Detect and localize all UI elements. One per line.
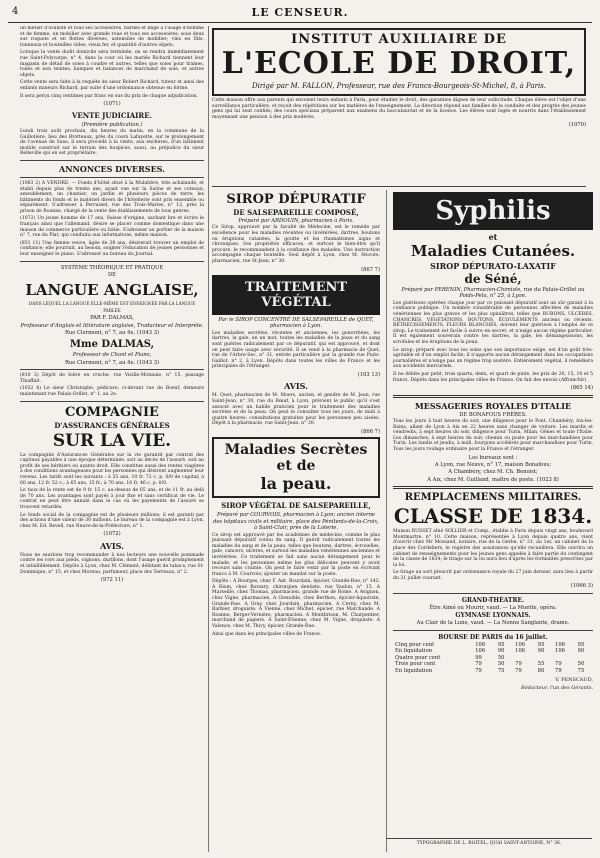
- bourse-value: 79: [515, 668, 522, 675]
- gymnase-title: GYMNASE LYONNAIS.: [455, 612, 531, 620]
- sirop-title: SIROP DÉPURATIF: [226, 192, 366, 207]
- bourse-row: [393, 661, 593, 668]
- bourse-value: 99: [475, 654, 482, 661]
- bourse-value: 79: [555, 668, 562, 675]
- bourse-label: Trois pour cent: [395, 661, 436, 668]
- maladies-box: [212, 437, 380, 498]
- intro-paragraph-2: Lorsque la vente dudit domicile sera terminée, on se rendra immédiatement rue Saint-Polycarpe, n° 4, dans la cour où les mariés Richard tiennent leur magasin de détail de soies à coudre et autres, telles que soies pour trames, toiles et non teintes; banques et balances de marchand de soie, et autres objets.: [20, 50, 204, 78]
- maladies-preparer: Préparé par COURVOIS, pharmacien à Lyon; ancien interne des hôpitaux civils et militaire, place des Pénitents-de-la-Croix, à Saint-Clair, près de la Loterie.: [213, 512, 379, 532]
- bourse-value: 55: [537, 661, 545, 668]
- bourse-value: 95: [577, 641, 585, 648]
- bureau-aix-text: A Aix, chez M. Guilland, maître de poste.: [427, 476, 535, 483]
- institut-line-2: L'ECOLE DE DROIT,: [221, 46, 577, 81]
- bourse-value: [553, 655, 576, 662]
- imprimerie-footer: TYPOGRAPHIE DE L. BOITEL, QUAI SAINT-ANTOINE, N° 36.: [386, 838, 592, 846]
- syphilis-text: Les guérisons opérées chaque jour par ce puissant dépuratif sont un sûr garant à la confiance publique. Un nombre considérable de personnes affectées de maladies vénériennes les plus graves et les plus opiniâtres, telles que BUBONS, ULCÈRES, CHANCRES, VÉGÉTATIONS, BOUTONS, ÉCOULEMENTS anciens ou récents, RÉTRÉCISSEMENTS, FLEURS BLANCHES, doivent leur guérison à l'emploi de ce sirop. Le traitement est facile à suivre en secret, et n'exige aucun régime particulier. Il est également souverain contre les dartres, la gale, les démangeaisons, les scrofules et les éruptions de la peau.: [393, 300, 593, 345]
- compagnie-text-3: Le fonds social de la compagnie est de plusieurs millions; il est garanti par des actions d'une valeur de 30 millions. Le bureau de la compagnie est à Lyon, chez M. Ed. Reveil, rue Neuve-de-la-Préfecture, n° 1.: [20, 512, 204, 529]
- page-header: [8, 6, 592, 23]
- bureau-chambery: A Chambéry, chez M. Ch. Benoist;: [448, 469, 538, 476]
- sirop-subtitle: DE SALSEPAREILLE COMPOSÉ,: [233, 208, 359, 217]
- messageries-title: MESSAGERIES ROYALES D'ITALIE: [414, 400, 572, 411]
- traitement-ref: (103 13): [357, 371, 380, 378]
- bourse-label: Quatre pour cent: [395, 654, 441, 661]
- bourse-row: [393, 642, 593, 649]
- bourse-value: 90: [497, 648, 505, 655]
- institut-line-3: Dirigé par M. FALLON, Professeur, rue des Francs-Bourgeois-St-Michel, 8, à Paris.: [251, 82, 547, 90]
- compagnie-heading: SUR LA VIE.: [52, 430, 172, 451]
- bourse-label: En liquidation: [395, 648, 433, 655]
- reference-number: (1071): [103, 101, 121, 108]
- compagnie-title: COMPAGNIE: [65, 404, 159, 420]
- remplacemens-text: Maison RUSSET aîné SOLLIER et Comp., établie à Paris depuis vingt ans, boulevard Montmartre, n° 10. Cette maison, représentée à Lyon depuis quatre ans, vient d'ouvrir chez Mr Mossand, notaire, rue de la Gerbe, n° 31, au 1er, un cabinet de la place des Cordeliers, le registre des assurances qu'elle recueillera. Elle ouvrira un cabinet de renseignements pour les jeunes gens appelés à faire partie du contingent de la classe de 1834; le tirage sur la loi aura lieu d'après les formalités prescrites par la loi.: [393, 529, 593, 568]
- institut-banner: [212, 26, 586, 187]
- dalmas-address: [20, 360, 204, 366]
- system-line-1: SYSTÈME THÉORIQUE ET PRATIQUE: [60, 264, 164, 271]
- compagnie-subtitle: D'ASSURANCES GÉNÉRALES: [54, 420, 170, 430]
- bourse-value: 79: [555, 661, 562, 668]
- system-author-role: Professeur d'Anglais et littérature anglaise, Traducteur et Interprète.: [20, 322, 204, 329]
- et-word: et: [488, 232, 498, 242]
- vente-subtitle: (Première publication.): [81, 121, 143, 128]
- bourse-value: 50: [497, 654, 505, 661]
- avis-title: AVIS.: [284, 381, 308, 392]
- compagnie-text: La compagnie d'Assurances Générales sur la vie garantit par contrat des capitaux payables à une époque déterminée, soit au décès de l'assuré, soit au profit de ses héritiers ou ayants droit. Elle constitue aussi des rentes viagères à des conditions avantageuses pour les personnes qui désirent augmenter leur revenu. Les tarifs sont les suivants : à 55 ans, 10 fr. 72 c. p. 0/0 de capital; à 60 ans, 12 fr. 52 c.; à 65 ans, 15 fr.; à 70 ans, 16 fr. 46 c. p. 0/0.: [20, 452, 204, 486]
- messageries-subtitle: DE BONAFOUS FRÈRES.: [459, 411, 527, 418]
- bourse-value: [576, 655, 593, 662]
- column-middle: [212, 190, 380, 852]
- page-number: 4: [12, 6, 19, 17]
- bourse-value: 106: [515, 641, 526, 648]
- vente-title: VENTE JUDICIAIRE.: [71, 110, 153, 120]
- traitement-line-1: TRAITEMENT: [244, 279, 348, 295]
- system-title: LANGUE ANGLAISE,: [25, 281, 199, 300]
- perenin-preparer: Préparé par PERENIN, Pharmacien-Chimiste, rue du Palais-Grillet ou Poids-Pelu, n° 25, à Lyon.: [401, 287, 585, 300]
- depots-end: Ainsi que dans les principales villes de France.: [212, 631, 322, 637]
- remplacemens-ref: (1066 3): [570, 583, 593, 590]
- newspaper-title: LE CENSEUR.: [251, 6, 349, 19]
- announcement-item: (1063 2) A VENDRE. — Fonds d'hôtel situé à la Mulatière, très achalandé, et établi depuis plus de trente ans, ayant vue sur la Saône et ses coteaux; ameublement, un chantier, un jardin et plusieurs pièces de terre; les bâtiments du fonds et le matériel divers de l'hôtellerie sont pris ensemble ou séparément. S'adresser à Perrussel, rue des Trois-Maries, n° 12, près la prison de Roanne, chargé de la vente des établissements de tous genres.: [20, 180, 204, 214]
- sirop-text: Ce Sirop, approuvé par la faculté de Médecine, est le remède par excellence pour les maladies récentes ou invétérées, dartres, boutons ou éruptions cutanées, la goutte et les rhumatismes aigus et chroniques. Ses propriétés efficaces, et surtout le bien-être qu'il procure, le recommandent à la confiance des malades. Une instruction accompagne chaque bouteille. Seul dépôt à Lyon, chez M. Mocors, pharmacien, rue St-Jean, n° 30.: [212, 225, 380, 264]
- compagnie-text-2: Le taux de la rente est de 9 fr. 15 c. au-dessus de 65 ans, et de 11 fr. au delà de 70 ans. Les avantages sont payés à jour fixe et sans certificat de vie. Le contrat ne peut être annulé dans le cas où les payements de l'assuré se trouvent retardés.: [20, 488, 204, 510]
- traitement-line-2: VÉGÉTAL: [261, 294, 331, 310]
- traitement-text: Les maladies secrètes, récentes et anciennes, les gonorrhées, les dartres, la gale, en un mot, toutes les maladies de la peau et du sang sont guéries radicalement par ce dépuratif, qui est approuvé, et dont on peut faire usage avec sécurité. Il se vend à la pharmacie de Quet, rue de l'Arbre-Sec, n° 31, entrée particulière par la grande rue Puits-Gaillot, n° 2, à Lyon. Dépôts dans toutes les villes de France et les principales de l'étranger.: [212, 330, 380, 370]
- intro-paragraph-4: Il sera perçu cinq centimes par franc en sus du prix de chaque adjudication.: [20, 93, 198, 99]
- remplacemens-title: REMPLACEMENS MILITAIRES.: [404, 492, 582, 504]
- bourse-title: BOURSE DE PARIS du 16 juillet.: [438, 633, 548, 641]
- bourse-value: 106: [475, 648, 486, 655]
- system-subtitle: DANS LEQUEL LA LANGUE ELLE-MÊME EST ENSEIGNÉE PAR LA LANGUE PARLÉE: [28, 301, 196, 313]
- dalmas-address-text: Rue Clermont, n° 7, au 4e.: [64, 359, 136, 366]
- bourse-value: 75: [497, 668, 505, 675]
- bourse-value: 90: [537, 648, 545, 655]
- remplacemens-text-2: Le tirage au sort prescrit par ordonnance royale du 27 juin dernier, aura lieu à partir du 31 juillet courant.: [393, 570, 593, 581]
- syphilis-banner: [393, 192, 593, 230]
- grand-theatre-program: Être Aimé ou Mourir, vaud. — La Muette, opéra.: [429, 604, 557, 611]
- bourse-row: [393, 668, 593, 675]
- gymnase-program: Au Clair de la Lune, vaud. — La Nonne Sanglante, drame.: [416, 620, 570, 627]
- bourse-value: 106: [475, 641, 486, 648]
- bureau-lyon: A Lyon, rue Neuve, n° 17, maison Bonafous;: [434, 461, 552, 468]
- system-line-2: DE: [108, 272, 116, 279]
- bourse-value: 79: [475, 661, 482, 668]
- bourse-value: 90: [577, 648, 585, 655]
- divider: [20, 401, 204, 402]
- dalmas-ref: (1043 3): [136, 359, 160, 366]
- divider: [393, 593, 593, 594]
- bourse-value: 75: [577, 668, 585, 675]
- traitement-banner: [212, 275, 380, 315]
- bourse-label: En liquidation: [395, 668, 433, 675]
- bourse-value: 79: [475, 668, 482, 675]
- maladies-line-2: la peau.: [260, 474, 332, 494]
- institut-ref: (1070): [568, 122, 586, 129]
- bourse-table: [393, 642, 593, 675]
- bourse-value: 106: [555, 648, 565, 655]
- divider: [20, 261, 204, 262]
- bourse-value: [513, 655, 536, 662]
- dalmas-name: Mme DALMAS,: [69, 339, 155, 351]
- bourse-value: 80: [537, 668, 545, 675]
- intro-paragraph-3: Cette vente sera faite à la requête du sieur Robert Richard, tuteur et ainsi des enfants mineurs Richard, par suite d'une ordonnance obtenue en forme.: [20, 80, 204, 91]
- bureau-aix: [393, 477, 593, 483]
- avis-text: Nous ne saurions trop recommander à nos lecteurs une nouvelle pommade contre les cors aux pieds, oignons, durillons, dont l'usage guérit promptement et infailliblement. Dépôts à Lyon, chez M. Clément, débitant de tabacs, rue St-Dominique, n° 15, et chez Moreau, parfumeur, place des Terreaux, n° 2.: [20, 552, 204, 575]
- bourse-value: 50: [497, 661, 505, 668]
- divider: [393, 395, 593, 398]
- system-address: [20, 330, 204, 336]
- traitement-preparer: Par le SIROP CONCENTRÉ DE SALSEPAREILLE de QUET, pharmacien à Lyon.: [218, 316, 374, 330]
- bureaux-title: Les bureaux sont :: [468, 454, 518, 461]
- announcement-item: (851 11) Une femme veuve, âgée de 38 ans, désirerait trouver un emploi de confiance; elle pourrait, au besoin, soigner l'éducation de jeunes personnes et leur enseigner le piano. S'adresser au bureau du Journal.: [20, 240, 204, 258]
- syphilis-ref: (865 14): [570, 385, 593, 392]
- bourse-value: 79: [515, 661, 522, 668]
- system-address-text: Rue Clermont, n° 7, au 4e.: [64, 330, 136, 337]
- system-author: PAR F. DALMAS,: [90, 315, 134, 322]
- syphilis-text-3: Il ne débite par petit, trois quarts, demi, et quart de pinte, les prix de 20, 15, 10 et 5 francs. Dépôts dans les principales villes de France. On fait des envois (Affranchir).: [393, 371, 593, 383]
- pedicure-notice: (1032 8) Le sieur Christophe, pédicure, ci-devant rue du Boeuf, demeure maintenant rue Palais-Grillet, n° 1, au 2e.: [20, 386, 204, 398]
- dalmas-profession: Professeur de Chant et Piano,: [72, 352, 152, 359]
- bourse-value: [536, 655, 553, 662]
- sirop-preparer: Préparé par ARDOUIN, pharmacien à Paris.: [238, 218, 354, 224]
- bourse-value: 106: [555, 641, 565, 648]
- system-ref: (1043 3): [136, 330, 160, 337]
- column-left: [20, 26, 209, 852]
- annonces-title: ANNONCES DIVERSES.: [59, 163, 165, 174]
- sirop-ref: (867 7): [361, 266, 380, 273]
- divider: [20, 369, 204, 370]
- compagnie-ref: (1072): [103, 531, 121, 538]
- institut-text: Cette maison offre aux parents qui envoient leurs enfants à Paris, pour étudier le droit, des garanties dignes de leur sollicitude. Chaque élève est l'objet d'une surveillance particulière, et reçoit des répétitions sur les matières de l'enseignement. La direction répond aux familles de la conduite et des progrès des jeunes gens qui lui sont confiés; des cours spéciaux préparent aux examens du baccalauréat et de la licence. Les élèves sont logés et nourris dans l'établissement moyennant une pension à des prix modérés.: [212, 98, 586, 120]
- maladies-cutanees: Maladies Cutanées.: [410, 242, 576, 260]
- bourse-row: [393, 648, 593, 655]
- grand-theatre-title: GRAND-THÉATRE.: [461, 596, 525, 604]
- bureau-ref: (1023 8): [536, 476, 559, 483]
- bourse-row: [393, 655, 593, 662]
- avis-text: M. Quet, pharmacien de M. Moers, ancien, et gendre de M. Jean, rue Saint-Jean, n° 30, rue du Bœuf, à Lyon, prévient le public qu'il s'est associé avec un habile praticien pour le traitement des maladies secrètes et de la peau. On peut le consulter tous les jours, de midi à quatre heures; consultations gratuites pour les personnes peu aisées. Dépôt à la pharmacie, rue Saint-Jean, n° 30.: [212, 393, 380, 427]
- bourse-label: Cinq pour cent: [395, 641, 435, 648]
- institut-box: [212, 28, 586, 96]
- divider: [20, 177, 204, 178]
- signature-name: V. PENSCAUD,: [555, 676, 593, 683]
- vente-text: Lundi trois août prochain, dix heures du matin, en la commune de la Guillotière, lieu des Brotteaux, près du cours Lafayette, sur le prolongement de l'avenue de Saxe, il sera procédé à la vente, aux enchères, d'un bâtiment mobile construit sur le terrain des hospices, aussi, au préjudice du sieur Belleville qui en est propriétaire.: [20, 128, 204, 157]
- divider: [393, 486, 593, 489]
- announcement-item: (1072) Un jeune homme de 17 ans, Suisse d'origine, sachant lire et écrire le français ainsi que l'allemand, désire se placer comme domestique dans une maison de commerce particulière ou bâtie. S'adresser au portier de la maison n° 7, rue du Plat, qui conduira aux informations, même maison.: [20, 216, 204, 239]
- messageries-text: Tous les jours à huit heures du soir, une diligence pour le Pont, Chambéry, Aix-les-Bains, allant de Lyon à Aix en 22 heures sans changer de voiture. Les mardis et vendredis, à sept heures du soir, diligence pour Turin, Milan, Gênes et toute l'Italie. Les dimanches, à sept heures du soir, chemin ou poste pour les marchandises pour Turin. Les lundis et jeudis, à midi, fourgons accélérés pour marchandises pour Turin. Tous les jours roulage ordinaire pour la France et l'étranger.: [393, 418, 593, 452]
- bourse-value: 106: [515, 648, 526, 655]
- maladies-text: Ce sirop est approuvé par les académies de médecine, comme le plus puissant dépuratif connu du sang. Il guérit radicalement toutes les maladies du sang et de la peau, telles que boutons, dartres, écrouelles, gale, cancers, ulcères, et surtout les maladies vénériennes anciennes et invétérées. Ce traitement se fait sans aucun dérangement pour le malade, et les personnes même les plus délicates peuvent y avoir recours sans crainte. On peut le faire venir par la poste en écrivant franco à M. Courvois; ajouter un mandat sur la poste.: [212, 532, 380, 577]
- column-right: [386, 190, 593, 852]
- maladies-line-1: Maladies Secrètes et de: [224, 442, 368, 475]
- syphilis-text-2: Le sirop, préparé avec tous les soins que son importance exige, est d'un goût très-agréable et d'un emploi facile; il n'apporte aucun dérangement dans les occupations journalières et n'exige pas un régime trop austère. Entièrement végétal, il remédiera aux accidents mercuriels.: [393, 347, 593, 370]
- de-sene: de Séné,: [464, 272, 522, 286]
- bourse-value: 50: [577, 661, 585, 668]
- depot-notice: (810 3) Dépôt de bière en cruche, rue Vieille-Monnaie, n° 15, passage Thiaffait.: [20, 373, 204, 384]
- bourse-value: 95: [497, 641, 505, 648]
- avis-ref: (866 7): [361, 428, 380, 435]
- depots-list: Dépôts : A Bourges, chez F. Ant. Bourdain, épicier, Grande-Rue, n° 143. A Riom, chez Borsary, chirurgien dentiste, rue Vaulon, n° 15. A Marseille, chez Thomas, pharmacien, grande rue de Rome. A Avignon, chez Vigne, pharmacien. A Grenoble, chez Berthon, épicier-liquoriste, Grande-Rue. A Gray, chez Jourdain, pharmacien. A Cerny, chez M. Barbier, droguiste. A Vienne, chez Michet, épicier, rue Marchande. A Roanne, Berger-Vernière, pharmacien. A Montbrison, M. Charpentier, marchand de papiers. A Saint-Étienne, chez M. Vigne, droguiste. A Valence, chez M. Thivy, épicier, Grande-Rue.: [212, 579, 380, 630]
- sirop-depurato: SIROP DÉPURATO-LAXATIF: [430, 261, 556, 271]
- divider: [393, 630, 593, 631]
- syphilis-title: Syphilis: [435, 196, 551, 226]
- divider: [20, 160, 204, 161]
- avis-title: AVIS.: [100, 540, 124, 551]
- institut-line-1: INSTITUT AUXILIAIRE DE: [291, 32, 507, 47]
- avis-ref: (972 11): [100, 577, 124, 584]
- intro-paragraph: un métier d'ovaliste et tous ses accessoires, bardes et linge à l'usage d'homme et de femme, un mobilier avec grande roue et tous ses accessoires; sous deux sur roquets et en flottes diverses, ustensiles de mobilier; vins en fûts, tonneaux et bouteilles vides; vieux fer, et quantité d'autres objets.: [20, 26, 204, 48]
- signature-role: Rédacteur, l'un des Gérants.: [521, 684, 593, 691]
- bourse-value: 95: [537, 641, 545, 648]
- classe-title: CLASSE DE 1834.: [393, 504, 593, 529]
- maladies-subtitle: SIROP VÉGÉTAL DE SALSEPAREILLE,: [221, 501, 371, 511]
